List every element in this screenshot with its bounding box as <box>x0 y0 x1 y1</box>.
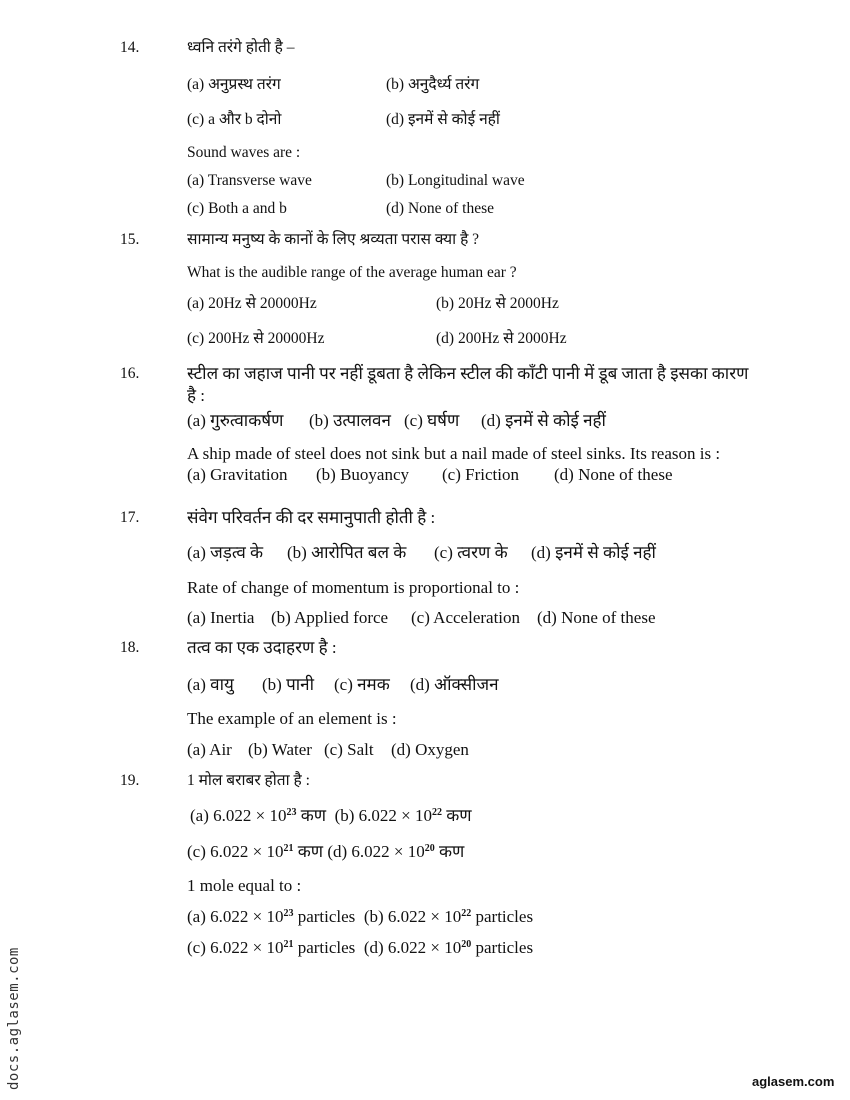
option: (d) Oxygen <box>391 740 469 759</box>
option: (a) Air <box>187 740 232 759</box>
option: (d) इनमें से कोई नहीं <box>481 411 606 430</box>
option: (c) घर्षण <box>404 411 460 430</box>
question-number: 14. <box>120 39 140 56</box>
option: (c) Salt <box>324 740 374 759</box>
unit: कण <box>439 842 465 861</box>
unit: कण <box>446 806 472 825</box>
exponent: 22 <box>461 908 472 919</box>
option-base: 6.022 × 10 <box>213 806 287 825</box>
unit: particles <box>297 938 356 957</box>
option-base: 6.022 × 10 <box>210 938 284 957</box>
question-number: 19. <box>120 772 140 789</box>
exponent: 20 <box>424 843 435 854</box>
question-text-english: 1 mole equal to : <box>187 876 302 895</box>
option-label: (b) <box>363 907 384 926</box>
question-text-hindi-cont: है : <box>187 386 206 405</box>
brand-footer: aglasem.com <box>752 1074 835 1089</box>
unit: particles <box>475 938 534 957</box>
option: (b) 20Hz से 2000Hz <box>436 295 559 312</box>
option-base: 6.022 × 10 <box>351 842 425 861</box>
option-label: (d) <box>327 842 348 861</box>
option: (c) Friction <box>442 465 519 484</box>
option-line <box>187 842 464 862</box>
option: (c) नमक <box>334 675 390 694</box>
question-number: 15. <box>120 231 140 248</box>
exponent: 21 <box>283 939 294 950</box>
option-line <box>187 907 533 927</box>
question-number: 16. <box>120 365 140 382</box>
question-text-english: Sound waves are : <box>187 144 301 161</box>
question-text-hindi: सामान्य मनुष्य के कानों के लिए श्रव्यता परास क्या है ? <box>187 231 480 248</box>
unit: कण <box>300 806 327 825</box>
option-base: 6.022 × 10 <box>210 842 284 861</box>
option: (a) वायु <box>187 675 234 694</box>
exponent: 22 <box>432 807 442 818</box>
question-text-hindi: संवेग परिवर्तन की दर समानुपाती होती है : <box>187 508 436 527</box>
option-label: (a) <box>187 907 206 926</box>
option: (d) 200Hz से 2000Hz <box>436 330 567 347</box>
option: (b) Applied force <box>271 608 389 627</box>
option: (a) अनुप्रस्थ तरंग <box>187 76 281 93</box>
option-base: 6.022 × 10 <box>358 806 432 825</box>
option-label: (c) <box>187 938 206 957</box>
question-text-english: What is the audible range of the average human ear ? <box>187 264 517 281</box>
option-label: (c) <box>187 842 206 861</box>
option: (b) उत्पालवन <box>309 411 391 430</box>
option: (a) गुरुत्वाकर्षण <box>187 411 284 430</box>
option: (a) Gravitation <box>187 465 288 484</box>
exponent: 23 <box>286 807 297 818</box>
option: (d) None of these <box>386 200 495 217</box>
question-text-hindi: तत्व का एक उदाहरण है : <box>187 638 337 657</box>
exponent: 23 <box>283 908 294 919</box>
option: (c) त्वरण के <box>434 543 508 562</box>
question-text-english: A ship made of steel does not sink but a nail made of steel sinks. Its reason is : <box>187 444 721 463</box>
option: (b) पानी <box>262 675 314 694</box>
question-number: 17. <box>120 509 140 526</box>
option: (d) इनमें से कोई नहीं <box>531 543 656 562</box>
option-label: (d) <box>363 938 384 957</box>
option: (d) None of these <box>554 465 673 484</box>
option-base: 6.022 × 10 <box>387 938 462 957</box>
exponent: 20 <box>461 939 472 950</box>
question-text-hindi: स्टील का जहाज पानी पर नहीं डूबता है लेकिन स्टील की काँटी पानी में डूब जाता है इसका कारण <box>187 364 749 383</box>
exponent: 21 <box>283 843 294 854</box>
option: (d) इनमें से कोई नहीं <box>386 111 500 128</box>
question-text-hindi: ध्वनि तरंगे होती है – <box>187 39 295 56</box>
option-base: 6.022 × 10 <box>387 907 462 926</box>
unit: particles <box>297 907 356 926</box>
option-line <box>187 938 533 958</box>
unit: कण <box>297 842 324 861</box>
option: (b) Buoyancy <box>316 465 410 484</box>
question-number: 18. <box>120 639 140 656</box>
option-label: (a) <box>190 806 209 825</box>
option-line <box>190 806 472 826</box>
option: (d) ऑक्सीजन <box>410 675 499 694</box>
option: (a) Transverse wave <box>187 172 312 189</box>
option: (b) आरोपित बल के <box>287 543 407 562</box>
unit: particles <box>475 907 534 926</box>
option: (a) जड़त्व के <box>187 543 264 562</box>
option: (c) Acceleration <box>411 608 521 627</box>
option: (c) 200Hz से 20000Hz <box>187 330 325 347</box>
option: (a) 20Hz से 20000Hz <box>187 295 317 312</box>
question-text-english: Rate of change of momentum is proportional to : <box>187 578 520 597</box>
watermark: docs.aglasem.com <box>6 947 22 1090</box>
option-label: (b) <box>334 806 355 825</box>
option: (c) Both a and b <box>187 200 287 217</box>
option-base: 6.022 × 10 <box>210 907 284 926</box>
option: (b) अनुदैर्ध्य तरंग <box>386 76 480 93</box>
question-text-hindi: 1 मोल बराबर होता है : <box>187 772 310 789</box>
option: (b) Longitudinal wave <box>386 172 525 189</box>
option: (a) Inertia <box>187 608 255 627</box>
option: (c) a और b दोनो <box>187 111 282 128</box>
question-text-english: The example of an element is : <box>187 709 397 728</box>
option: (b) Water <box>248 740 312 759</box>
option: (d) None of these <box>537 608 656 627</box>
